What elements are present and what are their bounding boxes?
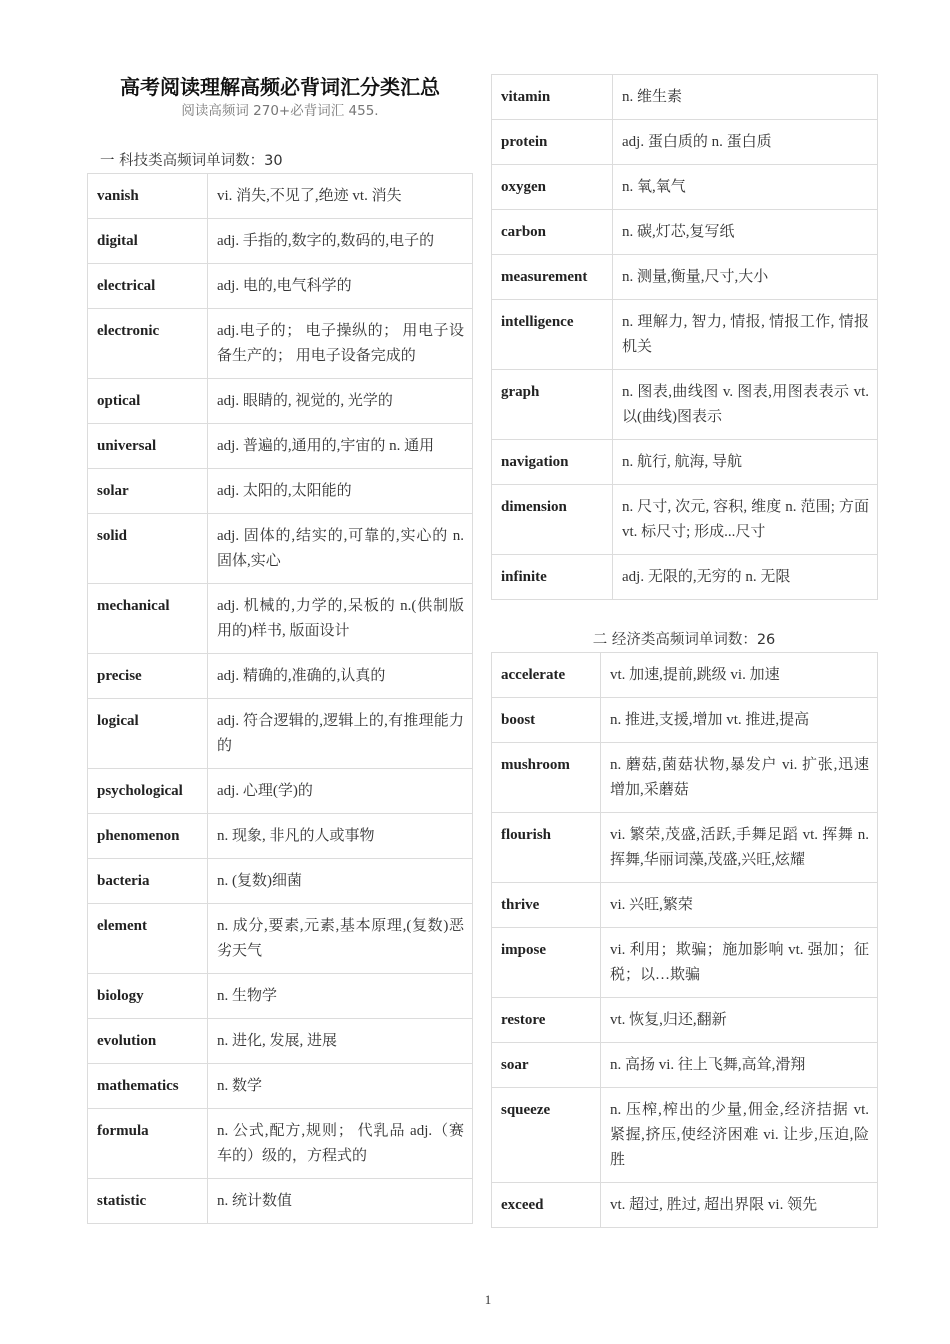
table-row xyxy=(492,555,878,600)
definition-cell: n. 碳,灯芯,复写纸 xyxy=(613,210,878,255)
definition-cell: adj. 蛋白质的 n. 蛋白质 xyxy=(613,120,878,165)
word-cell: dimension xyxy=(492,485,613,555)
definition-cell: adj. 心理(学)的 xyxy=(208,769,473,814)
definition-cell: adj. 太阳的,太阳能的 xyxy=(208,469,473,514)
table-row xyxy=(88,654,473,699)
table-row xyxy=(88,264,473,309)
definition-cell: n. 生物学 xyxy=(208,974,473,1019)
word-cell: intelligence xyxy=(492,300,613,370)
definition-cell: adj. 机械的,力学的,呆板的 n.(供制版用的)样书, 版面设计 xyxy=(208,584,473,654)
definition-cell: adj. 无限的,无穷的 n. 无限 xyxy=(613,555,878,600)
word-cell: impose xyxy=(492,928,601,998)
table-row xyxy=(88,174,473,219)
table-row xyxy=(492,165,878,210)
page-subtitle: 阅读高频词 270+必背词汇 455. xyxy=(181,103,379,119)
word-cell: element xyxy=(88,904,208,974)
definition-cell: n. 测量,衡量,尺寸,大小 xyxy=(613,255,878,300)
word-cell: evolution xyxy=(88,1019,208,1064)
definition-cell: n. 压榨,榨出的少量,佣金,经济拮据 vt. 紧握,挤压,使经济困难 vi. 让步,压迫,险胜 xyxy=(601,1088,878,1183)
table-row xyxy=(492,883,878,928)
table-row xyxy=(492,210,878,255)
word-cell: precise xyxy=(88,654,208,699)
word-cell: electrical xyxy=(88,264,208,309)
definition-cell: n. 数学 xyxy=(208,1064,473,1109)
definition-cell: adj. 普遍的,通用的,宇宙的 n. 通用 xyxy=(208,424,473,469)
table-row xyxy=(88,1179,473,1224)
definition-cell: n. 进化, 发展, 进展 xyxy=(208,1019,473,1064)
table-row xyxy=(492,485,878,555)
table-row xyxy=(88,1109,473,1179)
table-row xyxy=(492,998,878,1043)
definition-cell: adj. 固体的,结实的,可靠的,实心的 n. 固体,实心 xyxy=(208,514,473,584)
definition-cell: adj. 符合逻辑的,逻辑上的,有推理能力的 xyxy=(208,699,473,769)
definition-cell: adj.电子的； 电子操纵的； 用电子设备生产的； 用电子设备完成的 xyxy=(208,309,473,379)
table-row xyxy=(492,1043,878,1088)
table-row xyxy=(88,859,473,904)
table-row xyxy=(492,1088,878,1183)
word-cell: exceed xyxy=(492,1183,601,1228)
definition-cell: vt. 恢复,归还,翻新 xyxy=(601,998,878,1043)
definition-cell: n. 氧,氧气 xyxy=(613,165,878,210)
word-cell: mechanical xyxy=(88,584,208,654)
word-cell: biology xyxy=(88,974,208,1019)
word-cell: digital xyxy=(88,219,208,264)
definition-cell: n. 统计数值 xyxy=(208,1179,473,1224)
word-cell: bacteria xyxy=(88,859,208,904)
page-title: 高考阅读理解高频必背词汇分类汇总 xyxy=(120,75,440,99)
word-cell: measurement xyxy=(492,255,613,300)
word-cell: solar xyxy=(88,469,208,514)
table-row xyxy=(492,300,878,370)
word-cell: graph xyxy=(492,370,613,440)
page-number: 1 xyxy=(484,1292,492,1307)
table-row xyxy=(88,974,473,1019)
definition-cell: vt. 加速,提前,跳级 vi. 加速 xyxy=(601,653,878,698)
word-cell: accelerate xyxy=(492,653,601,698)
word-cell: mathematics xyxy=(88,1064,208,1109)
word-cell: optical xyxy=(88,379,208,424)
definition-cell: adj. 手指的,数字的,数码的,电子的 xyxy=(208,219,473,264)
table-row xyxy=(88,814,473,859)
word-cell: vanish xyxy=(88,174,208,219)
definition-cell: n. 尺寸, 次元, 容积, 维度 n. 范围; 方面 vt. 标尺寸; 形成...尺寸 xyxy=(613,485,878,555)
word-cell: logical xyxy=(88,699,208,769)
word-cell: mushroom xyxy=(492,743,601,813)
table-row xyxy=(88,424,473,469)
word-cell: statistic xyxy=(88,1179,208,1224)
word-cell: solid xyxy=(88,514,208,584)
table-row xyxy=(88,469,473,514)
definition-cell: n. 图表,曲线图 v. 图表,用图表表示 vt. 以(曲线)图表示 xyxy=(613,370,878,440)
definition-cell: vi. 繁荣,茂盛,活跃,手舞足蹈 vt. 挥舞 n. 挥舞,华丽词藻,茂盛,兴旺,炫耀 xyxy=(601,813,878,883)
vocab-table-economy xyxy=(491,652,878,1228)
table-row xyxy=(492,1183,878,1228)
word-cell: boost xyxy=(492,698,601,743)
table-row xyxy=(492,75,878,120)
word-cell: vitamin xyxy=(492,75,613,120)
definition-cell: n. 蘑菇,菌菇状物,暴发户 vi. 扩张,迅速增加,采蘑菇 xyxy=(601,743,878,813)
table-row xyxy=(88,584,473,654)
word-cell: restore xyxy=(492,998,601,1043)
section-heading-economy: 二 经济类高频词单词数：26 xyxy=(592,632,776,648)
table-row xyxy=(492,370,878,440)
table-row xyxy=(88,379,473,424)
section-heading-tech: 一 科技类高频词单词数：30 xyxy=(100,153,283,169)
table-row xyxy=(88,769,473,814)
definition-cell: vi. 兴旺,繁荣 xyxy=(601,883,878,928)
definition-cell: n. 现象, 非凡的人或事物 xyxy=(208,814,473,859)
definition-cell: vt. 超过, 胜过, 超出界限 vi. 领先 xyxy=(601,1183,878,1228)
table-row xyxy=(492,698,878,743)
word-cell: phenomenon xyxy=(88,814,208,859)
word-cell: protein xyxy=(492,120,613,165)
table-row xyxy=(492,255,878,300)
table-row xyxy=(88,219,473,264)
word-cell: thrive xyxy=(492,883,601,928)
table-row xyxy=(88,309,473,379)
word-cell: psychological xyxy=(88,769,208,814)
word-cell: electronic xyxy=(88,309,208,379)
definition-cell: adj. 精确的,准确的,认真的 xyxy=(208,654,473,699)
table-row xyxy=(88,699,473,769)
table-row xyxy=(88,1019,473,1064)
table-row xyxy=(492,653,878,698)
vocab-table-tech-right xyxy=(491,74,878,600)
word-cell: navigation xyxy=(492,440,613,485)
definition-cell: n. 航行, 航海, 导航 xyxy=(613,440,878,485)
word-cell: squeeze xyxy=(492,1088,601,1183)
definition-cell: n. 成分,要素,元素,基本原理,(复数)恶劣天气 xyxy=(208,904,473,974)
definition-cell: n. 公式,配方,规则； 代乳品 adj.（赛车的）级的，方程式的 xyxy=(208,1109,473,1179)
definition-cell: vi. 消失,不见了,绝迹 vt. 消失 xyxy=(208,174,473,219)
table-row xyxy=(88,1064,473,1109)
table-row xyxy=(88,514,473,584)
word-cell: oxygen xyxy=(492,165,613,210)
word-cell: soar xyxy=(492,1043,601,1088)
definition-cell: n. (复数)细菌 xyxy=(208,859,473,904)
table-row xyxy=(492,928,878,998)
table-row xyxy=(492,120,878,165)
definition-cell: n. 维生素 xyxy=(613,75,878,120)
word-cell: carbon xyxy=(492,210,613,255)
definition-cell: n. 推进,支援,增加 vt. 推进,提高 xyxy=(601,698,878,743)
definition-cell: n. 理解力, 智力, 情报, 情报工作, 情报机关 xyxy=(613,300,878,370)
table-row xyxy=(492,743,878,813)
vocab-table-tech-left xyxy=(87,173,473,1224)
table-row xyxy=(492,813,878,883)
definition-cell: adj. 眼睛的, 视觉的, 光学的 xyxy=(208,379,473,424)
word-cell: universal xyxy=(88,424,208,469)
table-row xyxy=(492,440,878,485)
definition-cell: vi. 利用；欺骗；施加影响 vt. 强加；征税；以…欺骗 xyxy=(601,928,878,998)
word-cell: infinite xyxy=(492,555,613,600)
word-cell: formula xyxy=(88,1109,208,1179)
table-row xyxy=(88,904,473,974)
definition-cell: n. 高扬 vi. 往上飞舞,高耸,滑翔 xyxy=(601,1043,878,1088)
word-cell: flourish xyxy=(492,813,601,883)
definition-cell: adj. 电的,电气科学的 xyxy=(208,264,473,309)
